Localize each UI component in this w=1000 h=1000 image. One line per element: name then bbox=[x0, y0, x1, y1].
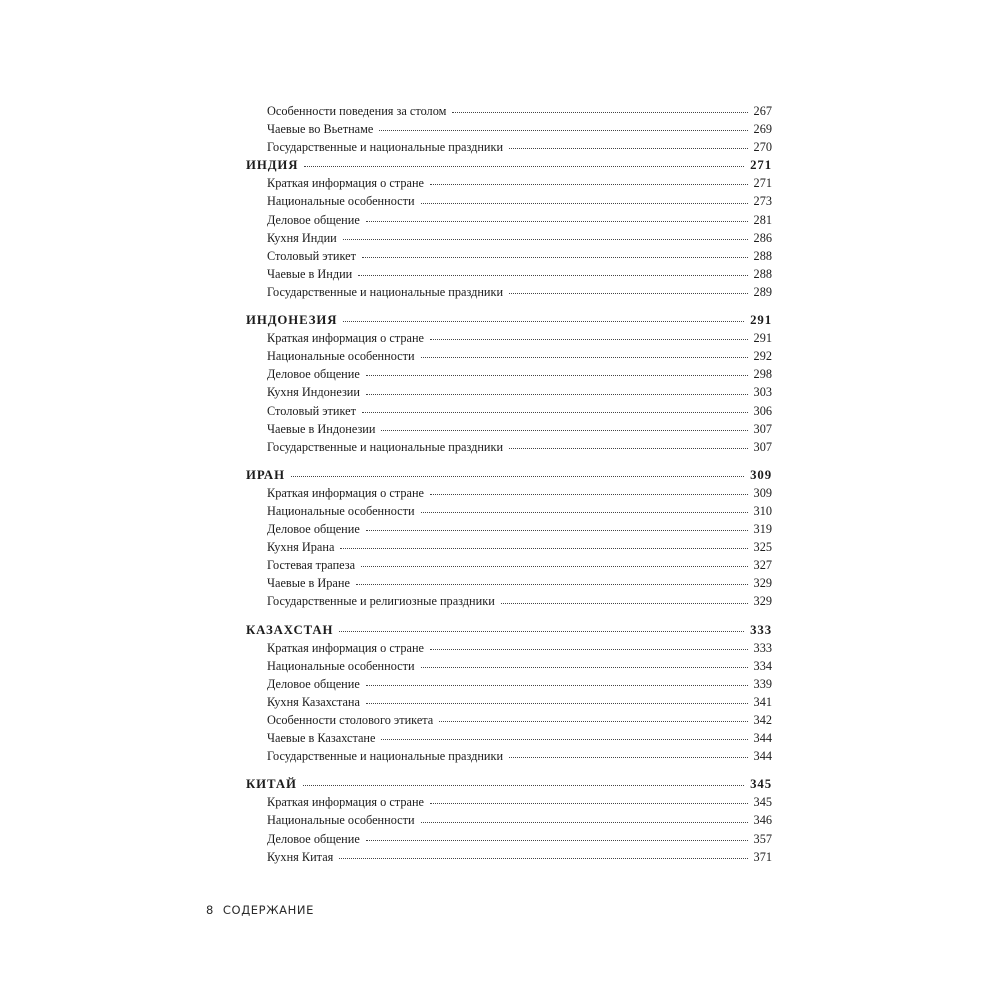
toc-entry-page: 329 bbox=[753, 576, 772, 591]
toc-entry-page: 286 bbox=[753, 230, 772, 245]
dot-leader bbox=[358, 275, 747, 276]
toc-entry bbox=[246, 520, 772, 538]
toc-entry-label: Государственные и национальные праздники bbox=[267, 749, 504, 764]
toc-entry-page: 303 bbox=[753, 385, 772, 400]
toc-entry bbox=[246, 365, 772, 383]
toc-entry-page: 309 bbox=[753, 485, 772, 500]
toc-entry-label: Столовый этикет bbox=[267, 403, 356, 418]
toc-chapter-heading bbox=[246, 156, 772, 174]
dot-leader bbox=[430, 649, 748, 650]
dot-leader bbox=[366, 703, 748, 704]
toc-entry-page: 333 bbox=[753, 640, 772, 655]
dot-leader bbox=[343, 321, 744, 322]
toc-entry bbox=[246, 793, 772, 811]
toc-entry bbox=[246, 811, 772, 829]
toc-entry-page: 289 bbox=[753, 284, 772, 299]
toc-entry bbox=[246, 420, 772, 438]
toc-entry-page: 273 bbox=[753, 194, 772, 209]
dot-leader bbox=[509, 448, 747, 449]
dot-leader bbox=[430, 184, 748, 185]
toc-entry-label: Деловое общение bbox=[267, 367, 360, 382]
toc-entry bbox=[246, 574, 772, 592]
toc-chapter-heading-label: ИНДОНЕЗИЯ bbox=[246, 313, 338, 328]
dot-leader bbox=[421, 357, 748, 358]
toc-entry bbox=[246, 675, 772, 693]
toc-entry bbox=[246, 192, 772, 210]
toc-chapter-heading-page: 333 bbox=[750, 622, 772, 637]
dot-leader bbox=[421, 203, 748, 204]
toc-entry-label: Деловое общение bbox=[267, 522, 360, 537]
dot-leader bbox=[501, 603, 748, 604]
toc-entry-label: Чаевые во Вьетнаме bbox=[267, 122, 374, 137]
toc-entry-label: Национальные особенности bbox=[267, 813, 415, 828]
toc-entry bbox=[246, 693, 772, 711]
toc-entry-label: Особенности столового этикета bbox=[267, 713, 434, 727]
toc-section bbox=[246, 621, 772, 766]
dot-leader bbox=[366, 375, 748, 376]
toc-entry bbox=[246, 438, 772, 456]
dot-leader bbox=[430, 339, 748, 340]
toc-entry bbox=[246, 247, 772, 265]
toc-entry bbox=[246, 347, 772, 365]
toc-entry bbox=[246, 211, 772, 229]
toc-entry-label: Гостевая трапеза bbox=[267, 558, 356, 573]
dot-leader bbox=[430, 803, 748, 804]
dot-leader bbox=[421, 667, 748, 668]
toc-chapter-heading bbox=[246, 621, 772, 639]
toc-entry-page: 327 bbox=[753, 558, 772, 573]
table-of-contents bbox=[246, 102, 772, 866]
toc-entry-page: 342 bbox=[753, 713, 772, 727]
dot-leader bbox=[291, 476, 744, 477]
toc-entry-page: 281 bbox=[753, 212, 772, 227]
toc-chapter-heading bbox=[246, 775, 772, 793]
toc-section-continuation bbox=[246, 102, 772, 156]
toc-entry bbox=[246, 830, 772, 848]
toc-section bbox=[246, 466, 772, 611]
dot-leader bbox=[339, 858, 747, 859]
toc-section bbox=[246, 775, 772, 865]
toc-entry-page: 329 bbox=[753, 594, 772, 609]
toc-entry-label: Краткая информация о стране bbox=[267, 485, 424, 500]
toc-entry-page: 270 bbox=[753, 140, 772, 155]
toc-entry-label: Особенности поведения за столом bbox=[267, 104, 447, 118]
toc-entry-label: Государственные и национальные праздники bbox=[267, 140, 504, 155]
toc-entry-label: Деловое общение bbox=[267, 212, 360, 227]
toc-section bbox=[246, 156, 772, 301]
toc-entry-page: 288 bbox=[753, 248, 772, 263]
dot-leader bbox=[339, 631, 744, 632]
dot-leader bbox=[304, 166, 744, 167]
toc-entry bbox=[246, 329, 772, 347]
toc-chapter-heading-page: 291 bbox=[750, 313, 772, 328]
toc-entry-label: Краткая информация о стране bbox=[267, 795, 424, 810]
toc-entry bbox=[246, 747, 772, 765]
toc-entry-page: 344 bbox=[753, 731, 772, 746]
toc-chapter-heading bbox=[246, 466, 772, 484]
toc-entry-page: 357 bbox=[753, 831, 772, 846]
toc-chapter-heading-label: ИНДИЯ bbox=[246, 158, 299, 173]
toc-entry-label: Кухня Индии bbox=[267, 230, 337, 245]
toc-entry-label: Государственные и национальные праздники bbox=[267, 439, 504, 454]
dot-leader bbox=[381, 739, 747, 740]
toc-entry-label: Государственные и национальные праздники bbox=[267, 284, 504, 299]
dot-leader bbox=[430, 494, 748, 495]
toc-entry bbox=[246, 711, 772, 729]
dot-leader bbox=[509, 757, 747, 758]
dot-leader bbox=[361, 566, 747, 567]
dot-leader bbox=[343, 239, 748, 240]
toc-entry bbox=[246, 639, 772, 657]
toc-chapter-heading-label: КИТАЙ bbox=[246, 777, 297, 792]
dot-leader bbox=[366, 685, 748, 686]
toc-entry-label: Кухня Китая bbox=[267, 849, 334, 864]
toc-entry-label: Деловое общение bbox=[267, 676, 360, 691]
toc-section bbox=[246, 311, 772, 456]
toc-entry bbox=[246, 657, 772, 675]
toc-entry-page: 371 bbox=[753, 849, 772, 864]
toc-entry bbox=[246, 120, 772, 138]
toc-entry-label: Кухня Индонезии bbox=[267, 385, 360, 400]
toc-entry-label: Национальные особенности bbox=[267, 503, 415, 518]
dot-leader bbox=[303, 785, 744, 786]
toc-entry bbox=[246, 592, 772, 610]
dot-leader bbox=[509, 293, 747, 294]
toc-chapter-heading-page: 345 bbox=[750, 777, 772, 792]
page-footer bbox=[206, 903, 314, 917]
dot-leader bbox=[379, 130, 747, 131]
dot-leader bbox=[340, 548, 747, 549]
toc-entry-label: Национальные особенности bbox=[267, 349, 415, 364]
toc-entry-page: 307 bbox=[753, 439, 772, 454]
toc-entry bbox=[246, 848, 772, 866]
toc-entry-label: Краткая информация о стране bbox=[267, 331, 424, 346]
toc-entry-page: 288 bbox=[753, 266, 772, 281]
toc-chapter-heading-label: КАЗАХСТАН bbox=[246, 622, 334, 637]
toc-entry bbox=[246, 138, 772, 156]
toc-entry-page: 307 bbox=[753, 421, 772, 436]
toc-entry-label: Чаевые в Казахстане bbox=[267, 731, 376, 746]
toc-entry bbox=[246, 174, 772, 192]
toc-entry-page: 346 bbox=[753, 813, 772, 828]
toc-entry-label: Краткая информация о стране bbox=[267, 640, 424, 655]
toc-entry bbox=[246, 383, 772, 401]
toc-entry-label: Кухня Казахстана bbox=[267, 694, 360, 709]
toc-entry-page: 292 bbox=[753, 349, 772, 364]
toc-entry-page: 339 bbox=[753, 676, 772, 691]
toc-entry bbox=[246, 265, 772, 283]
toc-entry-page: 269 bbox=[753, 122, 772, 137]
dot-leader bbox=[362, 412, 748, 413]
toc-entry-label: Краткая информация о стране bbox=[267, 176, 424, 191]
dot-leader bbox=[509, 148, 747, 149]
dot-leader bbox=[366, 394, 748, 395]
dot-leader bbox=[452, 112, 747, 113]
toc-entry-page: 291 bbox=[753, 331, 772, 346]
toc-entry-page: 267 bbox=[753, 104, 772, 118]
dot-leader bbox=[366, 221, 748, 222]
toc-entry bbox=[246, 102, 772, 120]
toc-chapter-heading-page: 309 bbox=[750, 467, 772, 482]
toc-entry-label: Национальные особенности bbox=[267, 658, 415, 673]
toc-entry-page: 341 bbox=[753, 694, 772, 709]
toc-entry bbox=[246, 538, 772, 556]
toc-entry bbox=[246, 229, 772, 247]
toc-chapter-heading bbox=[246, 311, 772, 329]
toc-entry-label: Государственные и религиозные праздники bbox=[267, 594, 495, 609]
toc-entry-page: 271 bbox=[753, 176, 772, 191]
toc-entry bbox=[246, 502, 772, 520]
toc-entry bbox=[246, 729, 772, 747]
toc-entry bbox=[246, 484, 772, 502]
toc-entry-label: Чаевые в Индонезии bbox=[267, 421, 376, 436]
toc-entry bbox=[246, 283, 772, 301]
toc-entry-page: 344 bbox=[753, 749, 772, 764]
running-title: СОДЕРЖАНИЕ bbox=[222, 903, 314, 917]
dot-leader bbox=[366, 530, 748, 531]
dot-leader bbox=[366, 840, 748, 841]
toc-entry-page: 298 bbox=[753, 367, 772, 382]
dot-leader bbox=[421, 822, 748, 823]
page-number: 8 bbox=[206, 903, 214, 917]
dot-leader bbox=[421, 512, 748, 513]
toc-entry-label: Деловое общение bbox=[267, 831, 360, 846]
toc-entry-label: Национальные особенности bbox=[267, 194, 415, 209]
toc-entry-page: 345 bbox=[753, 795, 772, 810]
toc-entry-label: Чаевые в Индии bbox=[267, 266, 353, 281]
toc-chapter-heading-page: 271 bbox=[750, 158, 772, 173]
toc-entry bbox=[246, 402, 772, 420]
dot-leader bbox=[439, 721, 747, 722]
toc-entry-label: Чаевые в Иране bbox=[267, 576, 350, 591]
toc-entry-page: 306 bbox=[753, 403, 772, 418]
toc-entry-label: Кухня Ирана bbox=[267, 540, 335, 555]
toc-chapter-heading-label: ИРАН bbox=[246, 467, 285, 482]
dot-leader bbox=[356, 584, 748, 585]
toc-entry-page: 325 bbox=[753, 540, 772, 555]
dot-leader bbox=[381, 430, 747, 431]
toc-entry-page: 310 bbox=[753, 503, 772, 518]
toc-entry-label: Столовый этикет bbox=[267, 248, 356, 263]
toc-entry-page: 334 bbox=[753, 658, 772, 673]
dot-leader bbox=[362, 257, 748, 258]
toc-entry bbox=[246, 556, 772, 574]
toc-entry-page: 319 bbox=[753, 522, 772, 537]
